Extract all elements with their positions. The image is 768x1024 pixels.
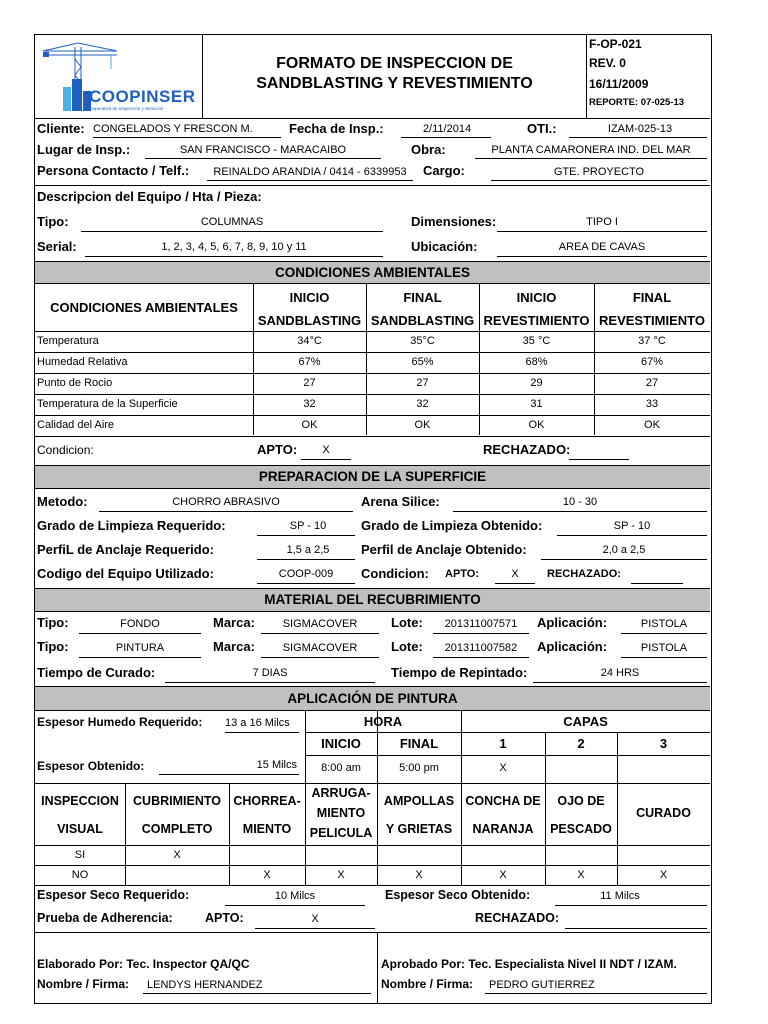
obra-value: PLANTA CAMARONERA IND. DEL MAR (491, 144, 691, 156)
repintado-value: 24 HRS (600, 667, 640, 679)
amb-row-value: OK (414, 419, 431, 431)
amb-col-header-final-sb-1: FINAL (403, 290, 442, 305)
cargo-value: GTE. PROYECTO (553, 166, 645, 178)
insp-header-6: OJO DE (557, 794, 605, 808)
tipo-value: COLUMNAS (200, 216, 264, 228)
hora-header: HORA (363, 714, 403, 729)
amb-col-header-final-rev-2: REVESTIMIENTO (599, 313, 705, 328)
amb-condicion-label: Condicion: (37, 443, 94, 457)
form-title-line1: FORMATO DE INSPECCION DE (276, 55, 513, 72)
esp-seco-obt-label: Espesor Seco Obtenido: (385, 888, 531, 902)
adherencia-apto-value: X (311, 913, 319, 925)
descripcion-label: Descripcion del Equipo / Hta / Pieza: (37, 189, 262, 204)
amb-col-header-inicio-sb-1: INICIO (289, 290, 330, 305)
capa-1-header: 1 (499, 736, 507, 751)
insp-header-5: CONCHA DE (465, 794, 541, 808)
logo-subtitle: Cooperativa de Inspección y Servicios (87, 106, 164, 111)
amb-row-label: Punto de Rocio (37, 377, 113, 389)
mat-lote-label: Lote: (391, 615, 423, 630)
perfil-req-label: PerfiL de Anclaje Requerido: (37, 542, 214, 557)
amb-row-label: Humedad Relativa (37, 356, 128, 368)
perfil-req-value: 1,5 a 2,5 (286, 544, 330, 556)
insp-cell: X (263, 869, 271, 881)
mat-tipo-value: PINTURA (115, 642, 165, 654)
amb-row-value: 67% (298, 356, 321, 368)
mat-tipo-value: FONDO (120, 618, 160, 630)
amb-row-label: Temperatura de la Superficie (37, 398, 178, 410)
insp-header-3: PELICULA (309, 826, 373, 840)
esp-seco-req-value: 10 Milcs (274, 890, 316, 902)
esp-hum-label: Espesor Humedo Requerido: (37, 715, 203, 729)
form-title-line2: SANDBLASTING Y REVESTIMIENTO (256, 75, 533, 92)
amb-row-value: 27 (416, 377, 429, 389)
insp-cell: SI (74, 849, 86, 861)
prep-rechazado-label: RECHAZADO: (547, 568, 621, 580)
lugar-value: SAN FRANCISCO - MARACAIBO (179, 144, 347, 156)
logo-text: COOPINSER (89, 87, 196, 106)
insp-cell: X (499, 869, 507, 881)
esp-seco-obt-value: 11 Milcs (600, 890, 640, 902)
amb-row-value: OK (301, 419, 318, 431)
metodo-label: Metodo: (37, 494, 88, 509)
grado-obt-label: Grado de Limpieza Obtenido: (361, 518, 543, 533)
insp-header-1: CUBRIMIENTO (133, 794, 221, 808)
dimensiones-value: TIPO I (586, 216, 618, 228)
nombre-firma-value-2: PEDRO GUTIERREZ (489, 979, 595, 991)
arena-label: Arena Silice: (361, 494, 440, 509)
capa-3-header: 3 (659, 736, 668, 751)
inspection-form (34, 34, 712, 1004)
esp-seco-req-label: Espesor Seco Requerido: (37, 888, 190, 902)
insp-header-1: COMPLETO (141, 822, 213, 836)
mat-tipo-underline (79, 657, 201, 658)
amb-row-value: OK (528, 419, 545, 431)
insp-header-7: CURADO (636, 806, 691, 820)
insp-header-0: INSPECCION (41, 794, 119, 808)
section-material-recubrimiento: MATERIAL DEL RECUBRIMIENTO (35, 588, 710, 612)
amb-row-value: 37 °C (638, 335, 666, 347)
amb-rechazado-label: RECHAZADO: (483, 442, 571, 457)
amb-col-header-condiciones: CONDICIONES AMBIENTALES (50, 300, 238, 315)
mat-aplicacion-label: Aplicación: (537, 639, 608, 654)
codigo-equipo-value: COOP-009 (278, 568, 334, 580)
mat-tipo-label: Tipo: (37, 615, 69, 630)
section-preparacion-superficie: PREPARACION DE LA SUPERFICIE (35, 465, 710, 489)
aprobado-por-label: Aprobado Por: Tec. Especialista Nivel II NDT / IZAM. (381, 957, 677, 971)
mat-lote-value: 201311007582 (444, 642, 518, 654)
insp-header-4: AMPOLLAS (383, 794, 455, 808)
mat-aplicacion-value: PISTOLA (640, 642, 688, 654)
insp-header-5: NARANJA (472, 822, 534, 836)
insp-cell: X (659, 869, 668, 881)
amb-row-value: 65% (411, 356, 434, 368)
perfil-obt-label: Perfil de Anclaje Obtenido: (361, 542, 527, 557)
amb-apto-label: APTO: (257, 442, 298, 457)
amb-col-header-final-sb-2: SANDBLASTING (370, 313, 475, 328)
insp-header-6: PESCADO (550, 822, 612, 836)
insp-header-2: CHORREA- (233, 794, 301, 808)
amb-row-value: 27 (645, 377, 659, 389)
hora-final-header: FINAL (399, 736, 439, 751)
oti-value: IZAM-025-13 (607, 123, 673, 135)
cliente-value: CONGELADOS Y FRESCON M. (93, 123, 253, 135)
hora-inicio-value: 8:00 am (321, 762, 361, 774)
amb-col-header-final-rev-1: FINAL (632, 290, 672, 305)
mat-lote-value: 201311007571 (444, 618, 518, 630)
mat-lote-label: Lote: (391, 639, 423, 654)
dimensiones-label: Dimensiones: (411, 214, 497, 229)
serial-label: Serial: (37, 239, 77, 254)
obra-label: Obra: (411, 142, 446, 157)
mat-marca-label: Marca: (213, 639, 255, 654)
insp-header-2: MIENTO (242, 822, 292, 836)
form-code: F-OP-021 (589, 37, 642, 51)
persona-value: REINALDO ARANDIA / 0414 - 6339953 (213, 166, 407, 178)
serial-value: 1, 2, 3, 4, 5, 6, 7, 8, 9, 10 y 11 (161, 241, 307, 253)
mat-marca-value: SIGMACOVER (282, 618, 358, 630)
mat-marca-underline (261, 633, 379, 634)
curado-value: 7 DIAS (252, 667, 288, 679)
prep-apto-value: X (511, 568, 519, 580)
persona-label: Persona Contacto / Telf.: (37, 163, 190, 178)
fecha-label: Fecha de Insp.: (289, 121, 384, 136)
mat-lote-underline (433, 657, 529, 658)
insp-cell: X (173, 849, 181, 861)
grado-req-label: Grado de Limpieza Requerido: (37, 518, 226, 533)
amb-row-value: 68% (525, 356, 548, 368)
perfil-obt-value: 2,0 a 2,5 (602, 544, 646, 556)
insp-header-4: Y GRIETAS (385, 822, 453, 836)
arena-value: 10 - 30 (562, 496, 598, 508)
ubicacion-value: AREA DE CAVAS (558, 241, 646, 253)
capas-header: CAPAS (563, 714, 608, 729)
amb-row-value: 32 (303, 398, 316, 410)
insp-cell: X (337, 869, 345, 881)
mat-marca-label: Marca: (213, 615, 255, 630)
grado-req-value: SP - 10 (289, 520, 327, 532)
amb-row-value: 33 (645, 398, 659, 410)
tipo-label: Tipo: (37, 214, 69, 229)
insp-cell: NO (71, 869, 89, 881)
capa-1-value: X (499, 762, 507, 774)
amb-row-value: 67% (640, 356, 664, 368)
form-date: 16/11/2009 (589, 77, 649, 91)
amb-col-header-inicio-rev-1: INICIO (516, 290, 557, 305)
insp-header-0: VISUAL (57, 822, 103, 836)
amb-col-header-inicio-rev-2: REVESTIMIENTO (483, 313, 590, 328)
hora-inicio-header: INICIO (321, 736, 361, 751)
insp-header-3: ARRUGA- (311, 786, 371, 800)
mat-aplicacion-label: Aplicación: (537, 615, 608, 630)
lugar-label: Lugar de Insp.: (37, 142, 131, 157)
codigo-equipo-label: Codigo del Equipo Utilizado: (37, 566, 214, 581)
amb-row-value: 32 (416, 398, 429, 410)
prep-condicion-label: Condicion: (361, 566, 429, 581)
mat-aplicacion-underline (621, 657, 707, 658)
amb-row-label: Temperatura (37, 335, 99, 347)
adherencia-label: Prueba de Adherencia: (37, 911, 173, 925)
cliente-label: Cliente: (37, 121, 85, 136)
elaborado-por-label: Elaborado Por: Tec. Inspector QA/QC (37, 957, 250, 971)
grado-obt-value: SP - 10 (613, 520, 651, 532)
mat-aplicacion-underline (621, 633, 707, 634)
mat-marca-value: SIGMACOVER (282, 642, 358, 654)
nombre-firma-value-1: LENDYS HERNANDEZ (147, 979, 263, 991)
amb-row-value: 31 (530, 398, 543, 410)
amb-row-label: Calidad del Aire (37, 419, 115, 431)
prep-apto-label: APTO: (445, 568, 480, 580)
curado-label: Tiempo de Curado: (37, 665, 156, 680)
cargo-label: Cargo: (423, 163, 465, 178)
nombre-firma-label-2: Nombre / Firma: (381, 977, 474, 991)
mat-tipo-label: Tipo: (37, 639, 69, 654)
amb-row-value: 35°C (410, 335, 435, 347)
amb-row-value: 34°C (297, 335, 322, 347)
capa-2-header: 2 (577, 736, 585, 751)
report-number: REPORTE: 07-025-13 (589, 97, 685, 108)
mat-tipo-underline (79, 633, 201, 634)
amb-row-value: 35 °C (522, 335, 551, 347)
fecha-value: 2/11/2014 (422, 123, 472, 135)
section-condiciones-ambientales: CONDICIONES AMBIENTALES (35, 261, 710, 284)
esp-obt-label: Espesor Obtenido: (37, 759, 145, 773)
amb-row-value: OK (644, 419, 660, 431)
amb-col-header-inicio-sb-2: SANDBLASTING (257, 313, 362, 328)
insp-header-3: MIENTO (316, 806, 366, 820)
insp-cell: X (415, 869, 423, 881)
metodo-value: CHORRO ABRASIVO (172, 496, 280, 508)
esp-obt-value: 15 Milcs (256, 759, 297, 771)
oti-label: OTI.: (527, 121, 557, 136)
mat-lote-underline (433, 633, 529, 634)
adherencia-apto-label: APTO: (205, 911, 244, 925)
section-aplicacion-pintura: APLICACIÓN DE PINTURA (35, 686, 710, 711)
insp-cell: X (577, 869, 585, 881)
mat-aplicacion-value: PISTOLA (640, 618, 688, 630)
ubicacion-label: Ubicación: (411, 239, 478, 254)
esp-hum-value: 13 a 16 Milcs (225, 717, 290, 729)
amb-apto-value: X (322, 444, 330, 456)
amb-row-value: 27 (303, 377, 316, 389)
repintado-label: Tiempo de Repintado: (391, 665, 528, 680)
form-revision: REV. 0 (589, 56, 626, 70)
adherencia-rechazado-label: RECHAZADO: (475, 911, 560, 925)
amb-row-value: 29 (530, 377, 543, 389)
nombre-firma-label-1: Nombre / Firma: (37, 977, 130, 991)
mat-marca-underline (261, 657, 379, 658)
hora-final-value: 5:00 pm (399, 762, 439, 774)
